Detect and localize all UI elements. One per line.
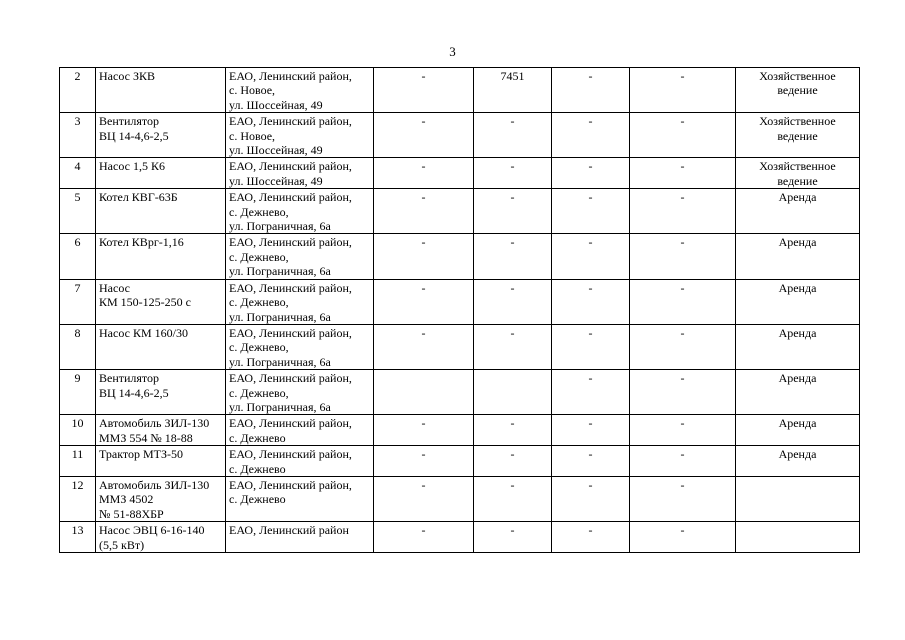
value-col-2: -: [474, 158, 552, 189]
row-number: 3: [60, 113, 96, 158]
row-number: 7: [60, 279, 96, 324]
value-col-4: -: [630, 370, 736, 415]
object-address: [226, 476, 374, 521]
value-col-3: -: [552, 324, 630, 369]
object-name: [96, 158, 226, 189]
row-number: 10: [60, 415, 96, 446]
object-name-line: Автомобиль ЗИЛ-130: [99, 477, 210, 492]
ownership-note-line: ведение: [777, 83, 818, 98]
ownership-note: [736, 234, 860, 279]
ownership-note: [736, 113, 860, 158]
table-row: [60, 415, 860, 446]
object-address-line: ЕАО, Ленинский район,: [229, 416, 352, 431]
value-col-2: -: [474, 113, 552, 158]
table-body: [60, 68, 860, 553]
table-row: [60, 279, 860, 324]
ownership-note-line: ведение: [777, 128, 818, 143]
value-col-1: -: [374, 279, 474, 324]
object-name: [96, 522, 226, 553]
value-col-1: -: [374, 476, 474, 521]
object-name: [96, 370, 226, 415]
value-col-1: -: [374, 189, 474, 234]
object-name-line: Вентилятор: [99, 114, 160, 129]
object-address-line: ул. Пограничная, 6а: [229, 354, 331, 369]
table-row: [60, 68, 860, 113]
row-number: 11: [60, 446, 96, 477]
ownership-note-line: Аренда: [778, 371, 817, 386]
row-number: 6: [60, 234, 96, 279]
value-col-3: -: [552, 189, 630, 234]
value-col-2: -: [474, 279, 552, 324]
ownership-note: [736, 415, 860, 446]
ownership-note-line: ведение: [777, 173, 818, 188]
object-name-line: КМ 150-125-250 с: [99, 295, 191, 310]
object-address: [226, 370, 374, 415]
table-row: [60, 113, 860, 158]
row-number: 12: [60, 476, 96, 521]
ownership-note-line: Хозяйственное: [759, 114, 836, 129]
object-address-line: ул. Шоссейная, 49: [229, 97, 323, 112]
object-name-line: Насос ЭВЦ 6-16-140: [99, 523, 205, 538]
value-col-1: -: [374, 415, 474, 446]
value-col-4: -: [630, 158, 736, 189]
object-address-line: с. Дежнево: [229, 492, 286, 507]
ownership-note: [736, 370, 860, 415]
ownership-note: [736, 446, 860, 477]
ownership-note-line: Аренда: [778, 325, 817, 340]
object-name-line: Насос: [99, 280, 130, 295]
object-name: [96, 446, 226, 477]
object-name-line: Котел КВГ-63Б: [99, 190, 178, 205]
object-address-line: с. Новое,: [229, 128, 276, 143]
ownership-note-line: Аренда: [778, 235, 817, 250]
row-number: 13: [60, 522, 96, 553]
value-col-2: -: [474, 522, 552, 553]
ownership-note-line: Аренда: [778, 416, 817, 431]
row-number: 8: [60, 324, 96, 369]
value-col-1: -: [374, 158, 474, 189]
table-row: [60, 476, 860, 521]
object-address-line: с. Дежнево,: [229, 385, 289, 400]
value-col-1: -: [374, 446, 474, 477]
ownership-note: [736, 279, 860, 324]
value-col-2: [474, 370, 552, 415]
ownership-note-line: Аренда: [778, 280, 817, 295]
object-address-line: с. Дежнево,: [229, 249, 289, 264]
object-address-line: ЕАО, Ленинский район,: [229, 371, 352, 386]
value-col-3: -: [552, 68, 630, 113]
object-address: [226, 324, 374, 369]
object-name-line: Насос 1,5 К6: [99, 159, 165, 174]
value-col-1: -: [374, 113, 474, 158]
object-address-line: ЕАО, Ленинский район,: [229, 69, 352, 83]
object-address-line: ЕАО, Ленинский район: [229, 523, 349, 538]
row-number: 9: [60, 370, 96, 415]
ownership-note-line: Аренда: [778, 190, 817, 205]
page-number: 3: [449, 44, 456, 59]
value-col-4: -: [630, 234, 736, 279]
object-address: [226, 189, 374, 234]
table-row: [60, 189, 860, 234]
object-address-line: ЕАО, Ленинский район,: [229, 325, 352, 340]
object-name-line: ВЦ 14-4,6-2,5: [99, 385, 169, 400]
value-col-4: -: [630, 113, 736, 158]
object-address-line: ЕАО, Ленинский район,: [229, 280, 352, 295]
value-col-3: -: [552, 279, 630, 324]
object-address: [226, 279, 374, 324]
value-col-4: -: [630, 279, 736, 324]
value-col-2: -: [474, 324, 552, 369]
ownership-note: [736, 158, 860, 189]
object-name-line: Трактор МТЗ-50: [99, 447, 183, 462]
ownership-note: [736, 324, 860, 369]
ownership-note-line: Аренда: [778, 447, 817, 462]
object-name-line: Автомобиль ЗИЛ-130: [99, 416, 210, 431]
value-col-4: -: [630, 476, 736, 521]
object-address-line: с. Новое,: [229, 83, 276, 98]
object-name-line: Вентилятор: [99, 371, 160, 386]
object-address-line: ул. Пограничная, 6а: [229, 309, 331, 324]
value-col-2: 7451: [474, 68, 552, 113]
object-name: [96, 415, 226, 446]
object-address-line: с. Дежнево,: [229, 295, 289, 310]
object-name-line: Насос КМ 160/30: [99, 325, 188, 340]
row-number: 2: [60, 68, 96, 113]
object-address: [226, 68, 374, 113]
value-col-3: -: [552, 370, 630, 415]
object-name: [96, 189, 226, 234]
row-number: 5: [60, 189, 96, 234]
value-col-2: -: [474, 234, 552, 279]
value-col-3: -: [552, 476, 630, 521]
value-col-1: -: [374, 324, 474, 369]
value-col-3: -: [552, 522, 630, 553]
object-address-line: ул. Пограничная, 6а: [229, 399, 331, 414]
object-address-line: с. Дежнево: [229, 461, 286, 476]
value-col-1: -: [374, 68, 474, 113]
table-row: [60, 370, 860, 415]
object-address-line: ул. Шоссейная, 49: [229, 143, 323, 158]
ownership-note: [736, 68, 860, 113]
table-row: [60, 158, 860, 189]
object-name-line: ВЦ 14-4,6-2,5: [99, 128, 169, 143]
object-name: [96, 113, 226, 158]
table-row: [60, 446, 860, 477]
value-col-3: -: [552, 415, 630, 446]
table-row: [60, 522, 860, 553]
object-address-line: ул. Пограничная, 6а: [229, 264, 331, 279]
object-address-line: с. Дежнево: [229, 430, 286, 445]
object-address: [226, 522, 374, 553]
object-name-line: (5,5 кВт): [99, 537, 145, 552]
value-col-2: -: [474, 446, 552, 477]
value-col-4: -: [630, 68, 736, 113]
object-address-line: ЕАО, Ленинский район,: [229, 159, 352, 174]
ownership-note-line: Хозяйственное: [759, 69, 836, 83]
value-col-2: -: [474, 189, 552, 234]
value-col-1: [374, 370, 474, 415]
value-col-4: -: [630, 324, 736, 369]
object-address-line: ЕАО, Ленинский район,: [229, 477, 352, 492]
object-address-line: с. Дежнево,: [229, 340, 289, 355]
object-address-line: ЕАО, Ленинский район,: [229, 447, 352, 462]
object-name: [96, 279, 226, 324]
object-name-line: Котел КВрг-1,16: [99, 235, 184, 250]
object-address-line: ЕАО, Ленинский район,: [229, 235, 352, 250]
object-address: [226, 113, 374, 158]
object-name: [96, 324, 226, 369]
object-name-line: ММЗ 554 № 18-88: [99, 430, 193, 445]
value-col-2: -: [474, 415, 552, 446]
row-number: 4: [60, 158, 96, 189]
value-col-4: -: [630, 189, 736, 234]
value-col-3: -: [552, 158, 630, 189]
value-col-3: -: [552, 234, 630, 279]
object-address-line: ул. Шоссейная, 49: [229, 173, 323, 188]
value-col-3: -: [552, 446, 630, 477]
property-table: [59, 67, 860, 553]
object-address-line: с. Дежнево,: [229, 204, 289, 219]
object-address: [226, 415, 374, 446]
value-col-2: -: [474, 476, 552, 521]
object-address: [226, 446, 374, 477]
table-row: [60, 324, 860, 369]
value-col-3: -: [552, 113, 630, 158]
object-address: [226, 158, 374, 189]
object-name-line: Насос ЗКВ: [99, 69, 155, 83]
object-name: [96, 68, 226, 113]
ownership-note: [736, 522, 860, 553]
ownership-note: [736, 189, 860, 234]
value-col-4: -: [630, 446, 736, 477]
ownership-note-line: Хозяйственное: [759, 159, 836, 174]
value-col-1: -: [374, 522, 474, 553]
object-address-line: ул. Пограничная, 6а: [229, 219, 331, 234]
object-name: [96, 476, 226, 521]
value-col-1: -: [374, 234, 474, 279]
object-address-line: ЕАО, Ленинский район,: [229, 190, 352, 205]
object-address: [226, 234, 374, 279]
object-name-line: ММЗ 4502: [99, 492, 154, 507]
value-col-4: -: [630, 522, 736, 553]
ownership-note: [736, 476, 860, 521]
object-name-line: № 51-88ХБР: [99, 506, 164, 521]
object-name: [96, 234, 226, 279]
object-address-line: ЕАО, Ленинский район,: [229, 114, 352, 129]
value-col-4: -: [630, 415, 736, 446]
table-row: [60, 234, 860, 279]
